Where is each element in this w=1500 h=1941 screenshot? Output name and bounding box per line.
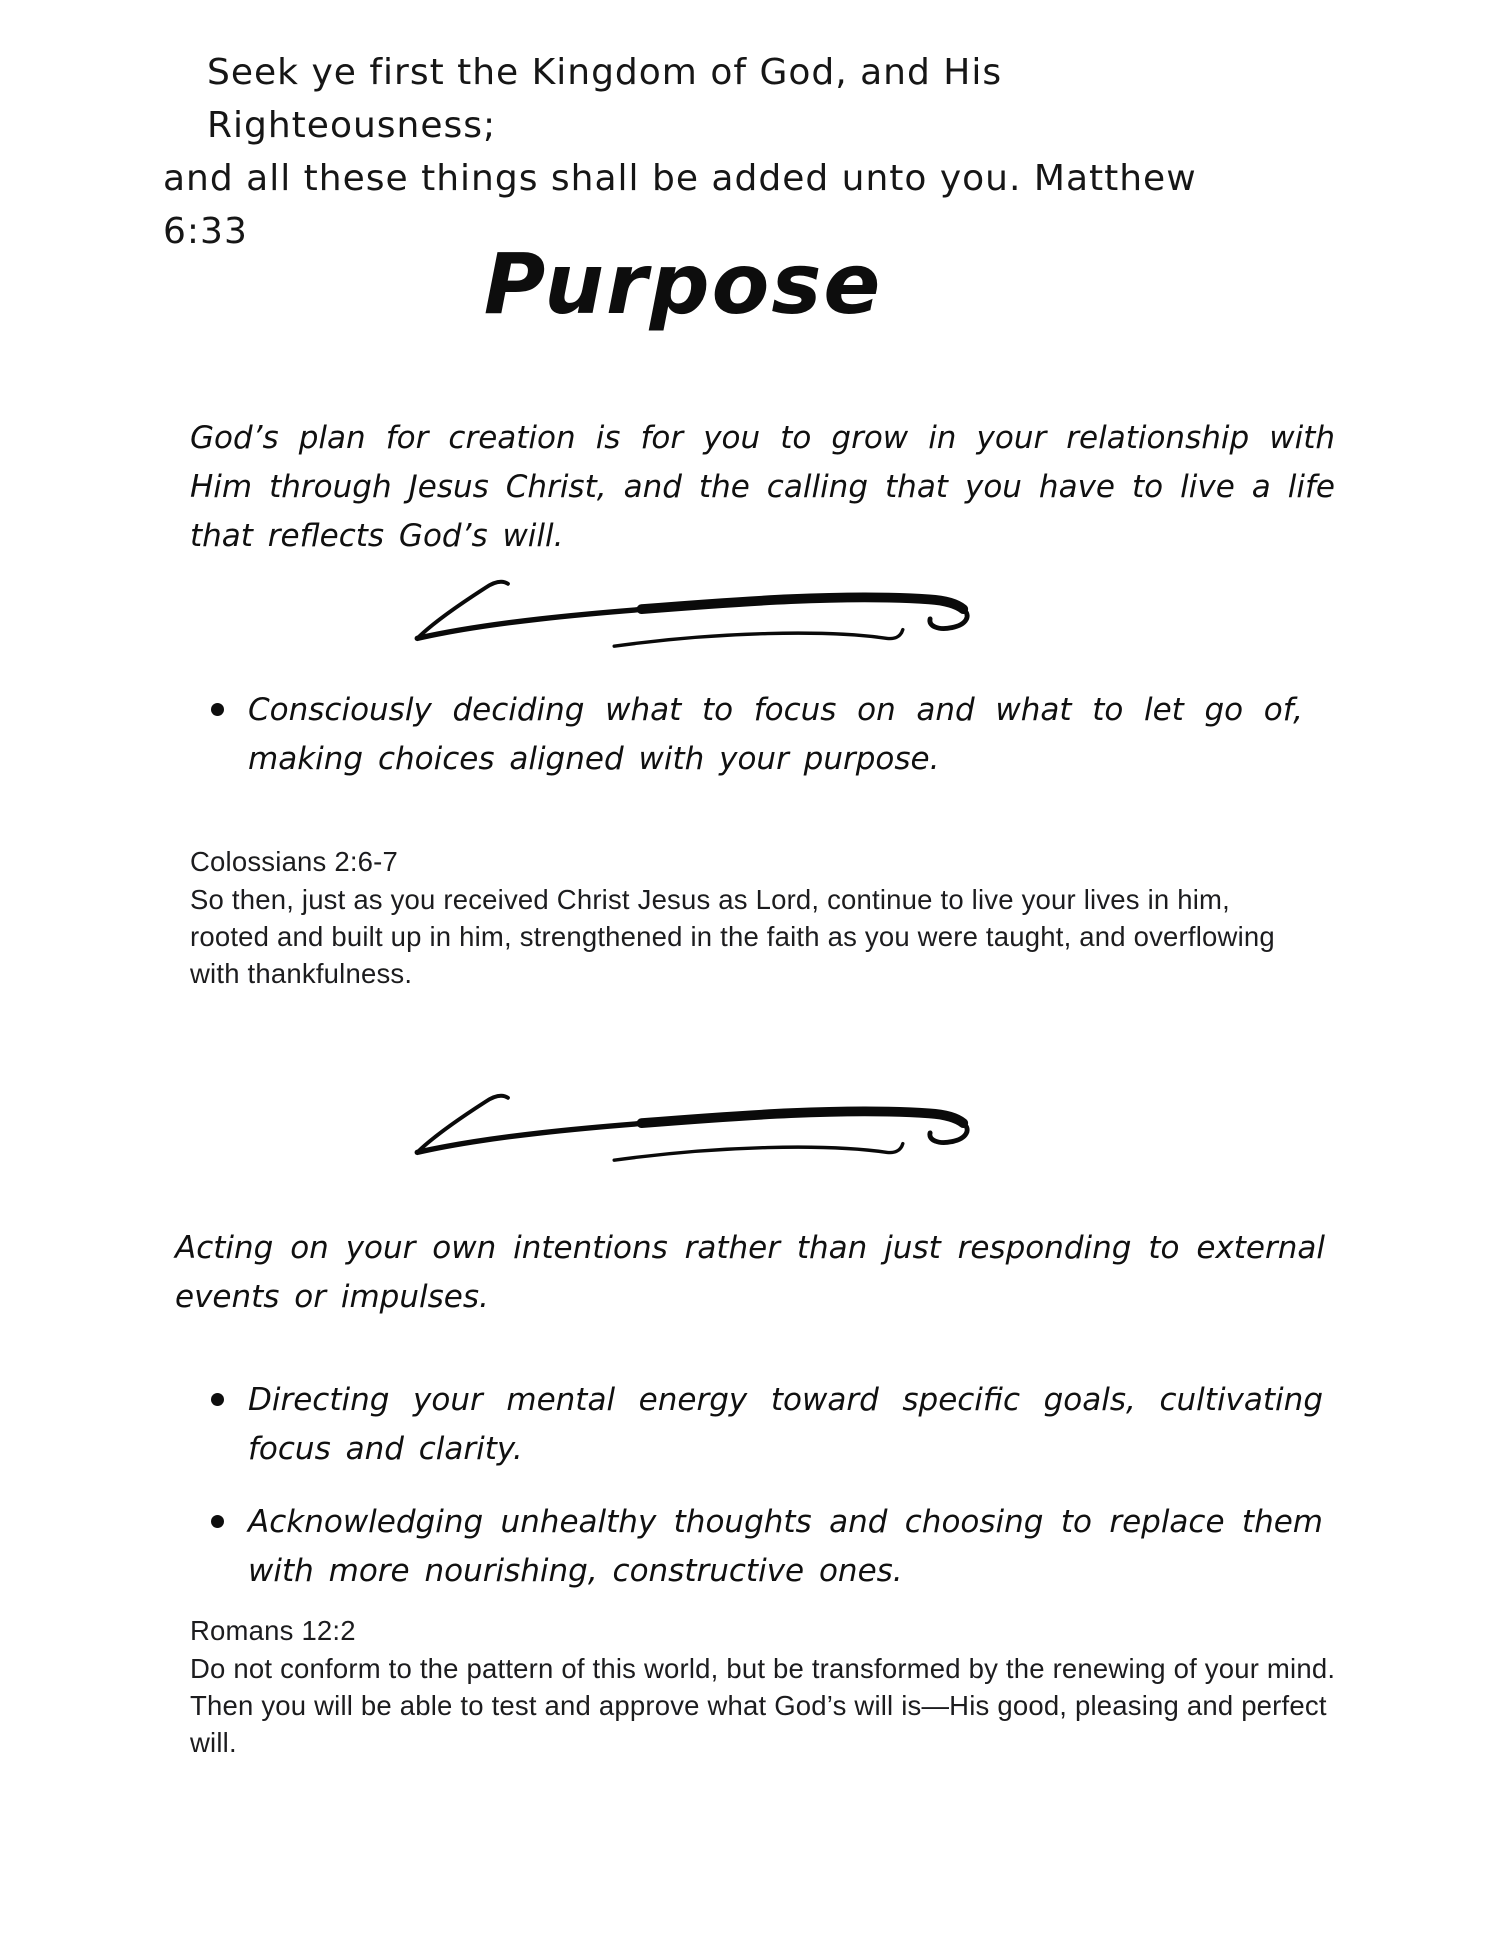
scripture-block-colossians <box>190 843 1305 992</box>
bullet-item <box>211 686 1303 784</box>
section2-lead-paragraph: Acting on your own intentions rather than just responding to external events or impulses. <box>175 1230 1325 1315</box>
verse-reference: Romans 12:2 <box>190 1615 356 1646</box>
bullet-item <box>211 1376 1323 1474</box>
quote-line-1: Seek ye first the Kingdom of God, and His Righteousness; <box>207 52 1003 146</box>
swoosh-divider-icon <box>400 576 1000 654</box>
swoosh-divider-icon <box>400 1090 1000 1168</box>
intro-paragraph: God’s plan for creation is for you to grow in your relationship with Him through Jesus Christ, and the calling that you have to live a life that reflects God’s will. <box>190 420 1335 554</box>
verse-text: Do not conform to the pattern of this world, but be transformed by the renewing of your mind. Then you will be able to test and approve what God’s will is—His good, pleasing and perfect will. <box>190 1653 1336 1758</box>
verse-text: So then, just as you received Christ Jesus as Lord, continue to live your lives in him, rooted and built up in him, strengthened in the faith as you were taught, and overflowing with thankfulness. <box>190 884 1275 989</box>
scripture-block-romans <box>190 1612 1358 1761</box>
bullet-dot <box>211 1515 224 1528</box>
header-scripture-quote <box>163 46 1283 258</box>
bullet-text: Consciously deciding what to focus on and what to let go of, making choices aligned with your purpose. <box>248 692 1303 777</box>
verse-reference: Colossians 2:6-7 <box>190 846 399 877</box>
bullet-dot <box>211 703 224 716</box>
quote-line-2: and all these things shall be added unto you. Matthew 6:33 <box>163 158 1197 252</box>
bullet-text: Directing your mental energy toward specific goals, cultivating focus and clarity. <box>248 1382 1323 1467</box>
bullet-dot <box>211 1393 224 1406</box>
bullet-item <box>211 1498 1323 1596</box>
bullet-text: Acknowledging unhealthy thoughts and choosing to replace them with more nourishing, constructive ones. <box>248 1504 1323 1589</box>
page-title: Purpose <box>483 235 883 333</box>
